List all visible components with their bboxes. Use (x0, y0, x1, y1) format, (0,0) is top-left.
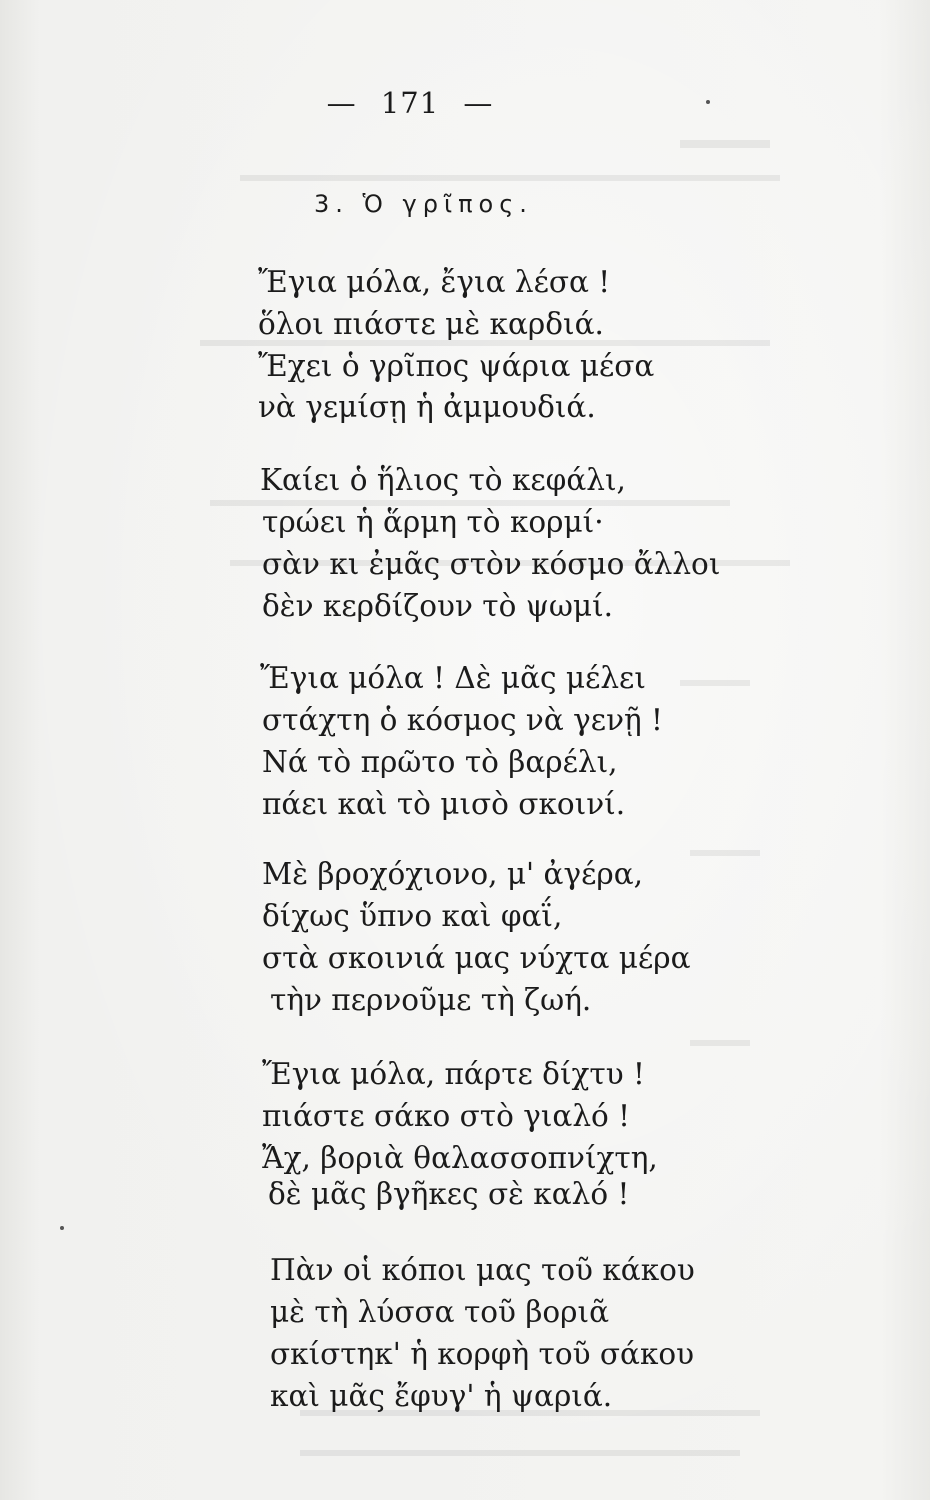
ink-speck (706, 100, 710, 104)
poem-line: Πὰν οἱ κόποι μας τοῦ κάκου (270, 1253, 695, 1287)
poem-line: στὰ σκοινιά μας νύχτα μέρα (262, 941, 691, 975)
poem-line: τὴν περνοῦμε τὴ ζωή. (270, 983, 592, 1017)
poem-line: στάχτη ὁ κόσμος νὰ γενῇ ! (262, 703, 663, 737)
poem-line: Ἔχει ὁ γρῖπος ψάρια μέσα (258, 349, 655, 383)
poem-line: νὰ γεμίσῃ ἡ ἀμμουδιά. (258, 390, 596, 424)
poem-line: Ἔγια μόλα, ἔγια λέσα ! (258, 265, 611, 299)
poem-line: σὰν κι ἐμᾶς στὸν κόσμο ἄλλοι (262, 547, 721, 581)
poem-line: ὅλοι πιάστε μὲ καρδιά. (258, 307, 604, 341)
poem-line: καὶ μᾶς ἔφυγ' ἡ ψαριά. (270, 1379, 613, 1413)
ink-speck (60, 1226, 64, 1230)
page-number-value: 171 (380, 86, 440, 120)
page-number-dash-right: — (463, 86, 494, 120)
poem-line: πιάστε σάκο στὸ γιαλό ! (262, 1099, 631, 1133)
poem-line: μὲ τὴ λύσσα τοῦ βοριᾶ (270, 1295, 609, 1329)
poem-line: σκίστηκ' ἡ κορφὴ τοῦ σάκου (270, 1337, 695, 1371)
poem-line: Μὲ βροχόχιονο, μ' ἀγέρα, (262, 857, 643, 891)
poem-line: Ἔγια μόλα ! Δὲ μᾶς μέλει (260, 661, 646, 695)
poem-line: Νά τὸ πρῶτο τὸ βαρέλι, (262, 745, 618, 779)
poem-line: πάει καὶ τὸ μισὸ σκοινί. (262, 787, 626, 821)
poem-line: δὲν κερδίζουν τὸ ψωμί. (262, 589, 614, 623)
section-title: 3. Ὁ γρῖπος. (314, 190, 533, 218)
page-number (0, 86, 820, 120)
page-number-dash-left: — (326, 86, 357, 120)
poem-line: δίχως ὕπνο καὶ φαΐ, (262, 899, 563, 933)
poem-line: Καίει ὁ ἥλιος τὸ κεφάλι, (260, 463, 626, 497)
poem-line: τρώει ἡ ἅρμη τὸ κορμί· (262, 505, 604, 539)
poem-line: Ἄχ, βοριὰ θαλασσοπνίχτη, (262, 1141, 658, 1175)
poem-line: Ἔγια μόλα, πάρτε δίχτυ ! (262, 1057, 645, 1091)
poem-line: δὲ μᾶς βγῆκες σὲ καλό ! (268, 1177, 630, 1211)
